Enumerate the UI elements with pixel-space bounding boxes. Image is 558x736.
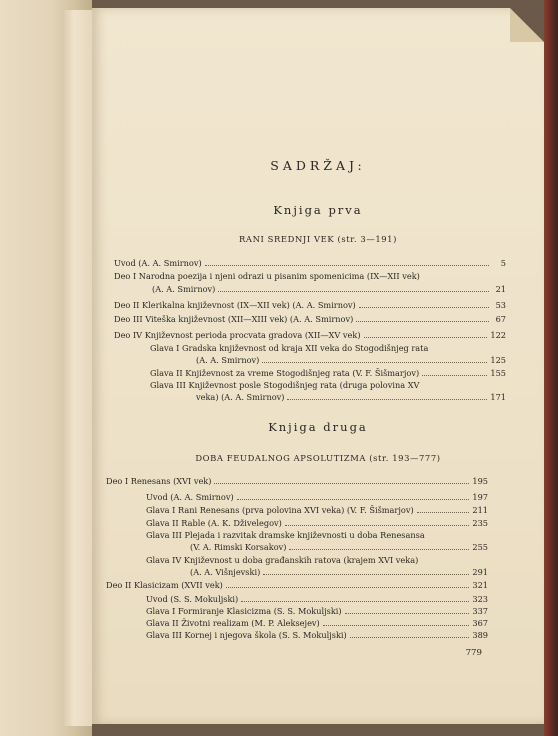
toc-entry-page: 125 [490,355,506,365]
contents-page [92,8,544,724]
toc-entry[interactable] [114,271,506,281]
toc-entry[interactable] [114,258,506,268]
book2-heading: Knjiga druga [268,420,368,434]
toc-entry[interactable] [196,392,506,402]
toc-entry-label: Deo I Renesans (XVI vek) [106,476,212,486]
toc-entry-page: 367 [472,618,488,628]
book-spine-fold [62,10,92,726]
toc-entry[interactable] [190,542,488,552]
toc-entry[interactable] [146,555,488,565]
toc-entry-label: Glava III Književnost posle Stogodišnjeg rata (druga polovina XV [150,380,420,390]
toc-entry[interactable] [114,314,506,324]
toc-entry-label: Glava II Književnost za vreme Stogodišnjeg rata (V. F. Šišmarjov) [150,368,420,378]
toc-entry-label: Glava III Kornej i njegova škola (S. S. Mokuljski) [146,630,347,640]
toc-entry[interactable] [196,355,506,365]
toc-entry[interactable] [106,580,488,590]
toc-entry[interactable] [150,343,506,353]
toc-entry-label: (A. A. Smirnov) [196,355,260,365]
toc-entry-page: 21 [495,284,506,294]
book-cover-edge [544,0,558,736]
toc-entry-label: Uvod (S. S. Mokuljski) [146,594,239,604]
leader-dots [323,625,470,626]
toc-entry[interactable] [146,492,488,502]
toc-entry[interactable] [146,594,488,604]
toc-entry-page: 195 [472,476,488,486]
toc-entry[interactable] [150,380,506,390]
torn-corner [510,8,544,42]
leader-dots [345,613,470,614]
page-number: 779 [465,648,482,658]
toc-entry-label: Deo II Klerikalna književnost (IX—XII vek) (A. A. Smirnov) [114,300,356,310]
toc-entry-page: 197 [472,492,488,502]
toc-entry-label: Glava III Plejada i razvitak dramske književnosti u doba Renesansa [146,530,425,540]
toc-entry[interactable] [146,505,488,515]
toc-entry[interactable] [146,606,488,616]
leader-dots [226,587,470,588]
toc-entry-label: Deo I Narodna poezija i njeni odrazi u pisanim spomenicima (IX—XII vek) [114,271,420,281]
toc-entry-page: 171 [490,392,506,402]
toc-entry-page: 211 [472,505,488,515]
toc-entry[interactable] [152,284,506,294]
toc-entry[interactable] [150,368,506,378]
book2-subtitle: DOBA FEUDALNOG APSOLUTIZMA (str. 193—777) [195,453,441,463]
toc-entry-label: (A. A. Višnjevski) [190,567,261,577]
toc-entry-label: (V. A. Rimski Korsakov) [190,542,287,552]
leader-dots [218,291,489,292]
toc-entry-page: 323 [472,594,488,604]
toc-entry-label: Glava I Gradska književnost od kraja XII veka do Stogodišnjeg rata [150,343,429,353]
toc-entry-label: Glava II Životni realizam (M. P. Aleksejev) [146,618,320,628]
leader-dots [205,265,489,266]
toc-entry-page: 5 [500,258,506,268]
leader-dots [350,637,470,638]
toc-entry-page: 122 [490,330,506,340]
leader-dots [237,499,470,500]
toc-entry[interactable] [190,567,488,577]
toc-entry-label: Deo III Viteška književnost (XII—XIII vek) (A. A. Smirnov) [114,314,354,324]
leader-dots [356,321,489,322]
leader-dots [241,601,469,602]
page-title: SADRŽAJ: [270,158,366,173]
leader-dots [262,362,487,363]
book1-heading: Knjiga prva [273,203,363,217]
toc-entry[interactable] [146,630,488,640]
toc-entry-page: 321 [472,580,488,590]
toc-entry[interactable] [106,476,488,486]
leader-dots [285,525,470,526]
toc-entry-page: 235 [472,518,488,528]
book1-subtitle: RANI SREDNJI VEK (str. 3—191) [239,234,397,244]
toc-entry-label: Glava I Formiranje Klasicizma (S. S. Mokuljski) [146,606,342,616]
leader-dots [289,549,469,550]
leader-dots [422,375,487,376]
toc-entry-page: 155 [490,368,506,378]
leader-dots [364,337,488,338]
leader-dots [263,574,469,575]
leader-dots [214,483,469,484]
toc-entry-label: Glava II Rable (A. K. Dživelegov) [146,518,282,528]
toc-entry-label: (A. A. Smirnov) [152,284,216,294]
toc-entry[interactable] [114,300,506,310]
toc-entry[interactable] [146,518,488,528]
toc-entry-page: 67 [495,314,506,324]
toc-entry-label: Deo IV Književnost perioda procvata gradova (XII—XV vek) [114,330,361,340]
toc-entry-page: 291 [472,567,488,577]
leader-dots [287,399,487,400]
toc-entry-label: Uvod (A. A. Smirnov) [146,492,234,502]
toc-entry[interactable] [114,330,506,340]
toc-entry-page: 389 [472,630,488,640]
toc-entry-label: Uvod (A. A. Smirnov) [114,258,202,268]
toc-entry-page: 53 [495,300,506,310]
toc-entry-page: 337 [472,606,488,616]
toc-entry-page: 255 [472,542,488,552]
leader-dots [359,307,489,308]
toc-entry[interactable] [146,530,488,540]
leader-dots [417,512,470,513]
toc-entry-label: Glava I Rani Renesans (prva polovina XVI veka) (V. F. Šišmarjov) [146,505,414,515]
toc-entry-label: veka) (A. A. Smirnov) [196,392,285,402]
toc-entry-label: Glava IV Književnost u doba građanskih ratova (krajem XVI veka) [146,555,419,565]
toc-entry[interactable] [146,618,488,628]
toc-entry-label: Deo II Klasicizam (XVII vek) [106,580,223,590]
